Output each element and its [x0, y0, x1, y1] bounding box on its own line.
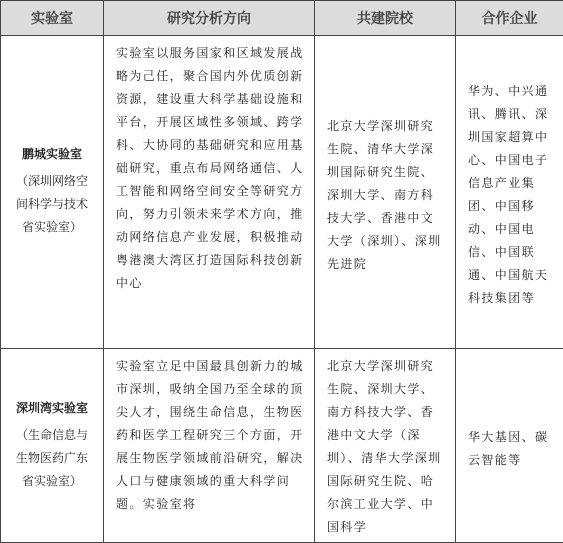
- header-enterprises: 合作企业: [456, 1, 563, 36]
- universities-cell: [315, 349, 456, 543]
- table-row: [1, 349, 563, 543]
- universities-text: 北京大学深圳研究生院、深圳大学、南方科技大学、香港中文大学（深圳）、清华大学深圳国际研究生院、哈尔滨工业大学、中国科学: [315, 349, 455, 539]
- universities-text: 北京大学深圳研究生院、清华大学深圳国际研究生院、深圳大学、南方科技大学、香港中文大学（深圳）、深圳先进院: [315, 109, 455, 276]
- lab-name-cell: [1, 349, 104, 543]
- table-row: [1, 36, 563, 349]
- research-text: 实验室立足中国最具创新力的城市深圳，吸纳全国乃至全球的顶尖人才，围绕生命信息，生物医药和医学工程研究三个方面，开展生物医学领域前沿研究，解决人口与健康领域的重大科学问题。实验室将: [104, 349, 314, 516]
- universities-cell: [315, 36, 456, 349]
- header-research: 研究分析方向: [104, 1, 315, 36]
- research-text: 实验室以服务国家和区域发展战略为己任，聚合国内外优质创新资源，建设重大科学基础设施和平台，开展区域性多领域、跨学科、大协同的基础研究和应用基础研究，重点布局网络通信、人工智能和网络空间安全等研究方向，努力引领未来学术方向，推动网络信息产业发展，积极推动粤港澳大湾区打造国际科技创新中心: [104, 36, 314, 295]
- enterprises-text: 华大基因、碳云智能等: [456, 420, 563, 472]
- lab-name: 鹏城实验室: [1, 145, 103, 162]
- enterprises-cell: [456, 36, 563, 349]
- research-cell: [104, 349, 315, 543]
- lab-name-cell: [1, 36, 104, 349]
- header-lab: 实验室: [1, 1, 104, 36]
- lab-subtitle: （生命信息与生物医药广东省实验室）: [1, 424, 103, 493]
- header-row: [1, 1, 563, 36]
- enterprises-text: 华为、中兴通讯、腾讯、深圳国家超算中心、中国电子信息产业集团、中国移动、中国电信、中国联通、中国航天科技集团等: [456, 74, 563, 310]
- header-universities: 共建院校: [315, 1, 456, 36]
- lab-name: 深圳湾实验室: [1, 399, 103, 416]
- lab-subtitle: （深圳网络空间科学与技术省实验室）: [1, 170, 103, 239]
- research-cell: [104, 36, 315, 349]
- enterprises-cell: [456, 349, 563, 543]
